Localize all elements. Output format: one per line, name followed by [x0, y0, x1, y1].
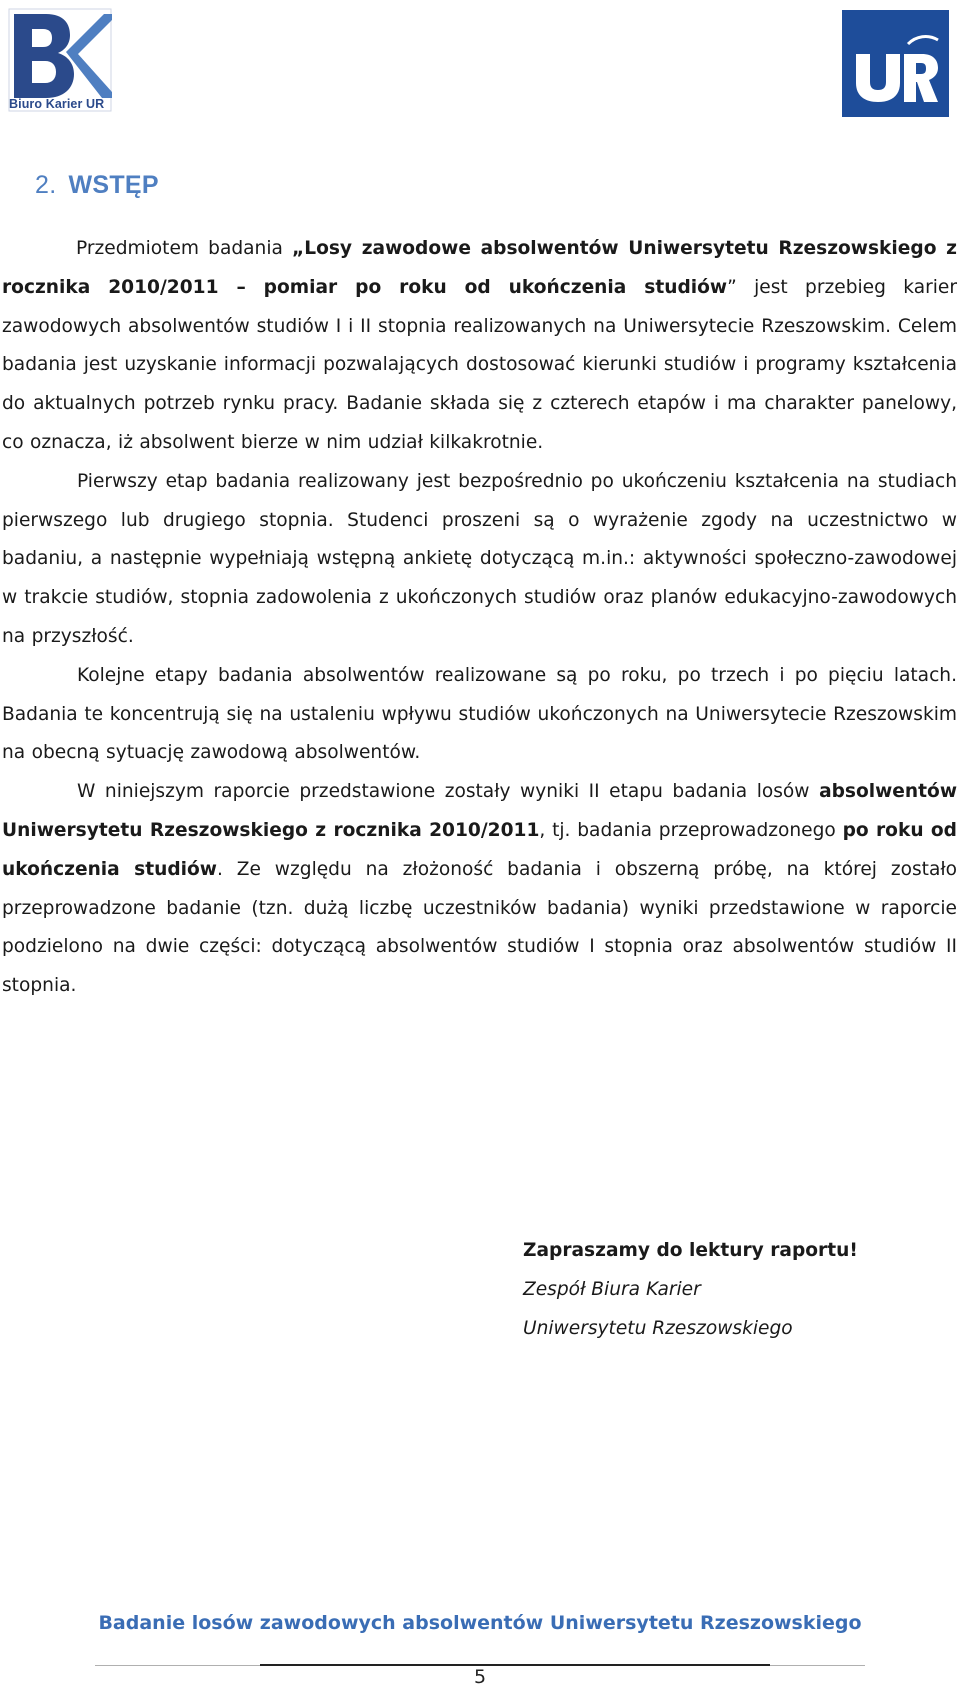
p4-text-e: . Ze względu na złożoność badania i obszerną próbę, na której zostało przeprowadzone badanie (tzn. dużą liczbę uczestników badania) wyniki przedstawione w raporcie podzielono na dwie części: dotyczącą absolwentów studiów I stopnia oraz absolwentów studiów II stopnia. [2, 858, 957, 997]
paragraph-1 [2, 230, 957, 463]
footer-title: Badanie losów zawodowych absolwentów Uniwersytetu Rzeszowskiego [98, 1612, 862, 1634]
section-heading [35, 171, 159, 200]
section-title: WSTĘP [68, 171, 159, 199]
p1-title-bold: „Losy zawodowe absolwentów Uniwersytetu Rzeszowskiego z rocznika 2010/2011 – pomiar po roku od ukończenia studiów [2, 238, 957, 298]
paragraph-4 [2, 773, 957, 1006]
p4-bold-d: po roku od ukończenia studiów [2, 819, 957, 880]
p1-text-c: ” jest przebieg karier zawodowych absolwentów studiów I i II stopnia realizowanych na Uniwersytecie Rzeszowskim. Celem badania jest uzyskanie informacji pozwalających dostosować kierunki studiów i programy kształcenia do aktualnych potrzeb rynku pracy. Badanie składa się z czterech etapów i ma charakter panelowy, co oznacza, iż absolwent bierze w nim udział kilkakrotnie. [2, 276, 957, 453]
body-text [2, 230, 957, 1006]
paragraph-2: Pierwszy etap badania realizowany jest bezpośrednio po ukończeniu kształcenia na studiach pierwszego lub drugiego stopnia. Studenci proszeni są o wyrażenie zgody na uczestnictwo w badaniu, a następnie wypełniają wstępną ankietę dotyczącą m.in.: aktywności społeczno-zawodowej w trakcie studiów, stopnia zadowolenia z ukończonych studiów oraz planów edukacyjno-zawodowych na przyszłość. [2, 470, 957, 647]
signature-line-2: Uniwersytetu Rzeszowskiego [523, 1317, 793, 1339]
signature-line-1: Zespół Biura Karier [523, 1278, 701, 1300]
page-number: 5 [473, 1666, 487, 1688]
p4-text-a: W niniejszym raporcie przedstawione zostały wyniki II etapu badania losów [77, 781, 820, 803]
closing-invite: Zapraszamy do lektury raportu! [523, 1240, 858, 1261]
p4-bold-b: absolwentów Uniwersytetu Rzeszowskiego z rocznika 2010/2011 [2, 781, 957, 841]
section-number: 2. [35, 171, 57, 199]
closing-block [523, 1232, 858, 1348]
p1-text-a: Przedmiotem badania [76, 238, 293, 259]
paragraph-3: Kolejne etapy badania absolwentów realizowane są po roku, po trzech i po pięciu latach. Badania te koncentrują się na ustaleniu wpływu studiów ukończonych na Uniwersytecie Rzeszowskim na obecną sytuację zawodową absolwentów. [2, 664, 957, 764]
logo-caption: Biuro Karier UR [9, 97, 105, 111]
ur-logo [842, 10, 949, 117]
p4-text-c: , tj. badania przeprowadzonego [539, 819, 843, 841]
